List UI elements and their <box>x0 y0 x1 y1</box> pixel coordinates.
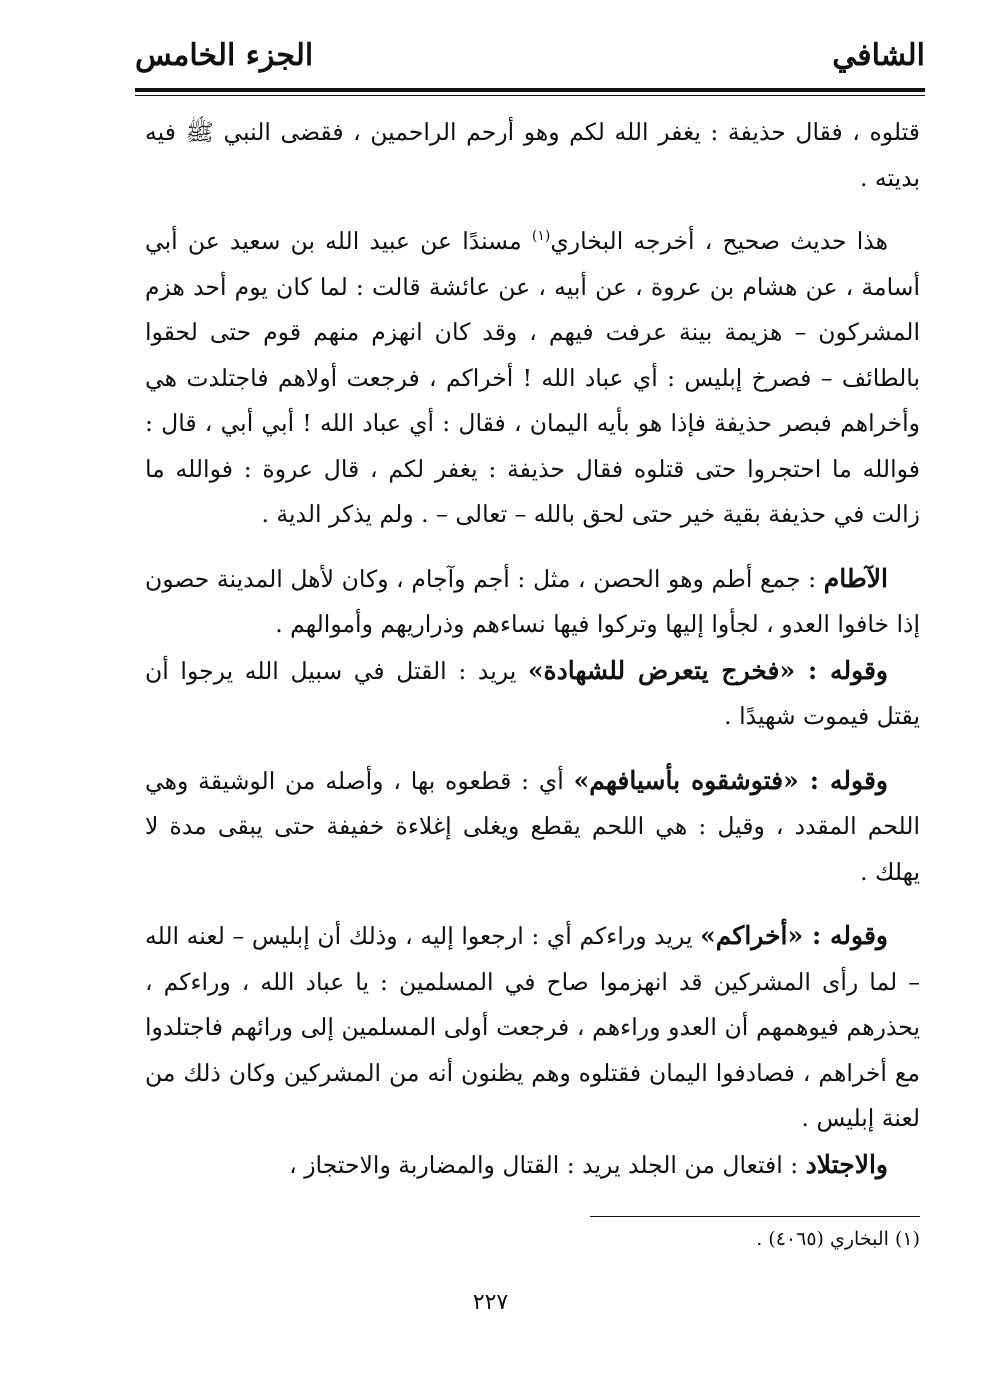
paragraph-text: أي : قطعوه بها ، وأصله من الوشيقة وهي اللحم المقدد ، وقيل : هي اللحم يقطع ويغلى إغلاءة خفيفة حتى يبقى مدة لا يهلك . <box>145 766 920 886</box>
paragraph-text: : جمع أطم وهو الحصن ، مثل : أجم وآجام ، وكان لأهل المدينة حصون إذا خافوا العدو ، لجأوا إليها وتركوا فيها نساءهم وذراريهم وأموالهم . <box>145 564 920 638</box>
paragraph-text: هذا حديث صحيح ، أخرجه البخاري <box>550 227 888 255</box>
main-text <box>145 110 920 1188</box>
paragraph-3 <box>145 556 920 648</box>
term-heading: وقوله : «أخراكم» <box>700 921 888 950</box>
header-rule-thin <box>135 95 925 96</box>
term-heading: وقوله : «فخرج يتعرض للشهادة» <box>527 655 889 685</box>
paragraph-7 <box>145 1142 920 1189</box>
paragraph-text: يريد : القتل في سبيل الله يرجوا أن يقتل فيموت شهيدًا . <box>145 656 920 730</box>
page-number: ٢٢٧ <box>472 1290 509 1315</box>
paragraph-text: يريد وراءكم أي : ارجعوا إليه ، وذلك أن إبليس – لعنه الله – لما رأى المشركين قد انهزموا صاح في المسلمين : يا عباد الله ، وراءكم ، يحذرهم فيوهمهم أن العدو وراءهم ، فرجعت أولى المسلمين إلى ورائهم فاجتلدوا مع أخراهم ، فصادفوا اليمان فقتلوه وهم يظنون أنه من المشركين وكان ذلك من لعنة إبليس . <box>145 922 920 1132</box>
term-heading: الآطام <box>823 563 888 593</box>
footnote-separator <box>590 1216 920 1217</box>
header-rule-thick <box>135 88 925 92</box>
footnote: (١) البخاري (٤٠٦٥) . <box>756 1228 920 1250</box>
paragraph-2 <box>145 219 920 538</box>
footnote-reference[interactable]: (١) <box>531 228 551 245</box>
paragraph-6 <box>145 913 920 1142</box>
paragraph-text: قتلوه ، فقال حذيفة : يغفر الله لكم وهو أرحم الراحمين ، فقضى النبي ﷺ فيه بديته . <box>145 118 920 192</box>
paragraph-text: مسندًا عن عبيد الله بن سعيد عن أبي أسامة ، عن هشام بن عروة ، عن أبيه ، عن عائشة قالت : لما كان يوم أحد هزم المشركون – هزيمة بينة عرفت فيهم ، وقد كان انهزم منهم قوم حتى لحقوا بالطائف – فصرخ إبليس : أي عباد الله ! أخراكم ، فرجعت أولاهم فاجتلدت هي وأخراهم فبصر حذيفة فإذا هو بأيه اليمان ، فقال : أي عباد الله ! أبي أبي ، قال : فوالله ما احتجروا حتى قتلوه فقال حذيفة : يغفر لكم ، قال عروة : فوالله ما زالت في حذيفة بقية خير حتى لحق بالله – تعالى – . ولم يذكر الدية . <box>145 227 920 528</box>
book-title: الشافي <box>832 38 925 73</box>
paragraph-1 <box>145 110 920 201</box>
page-header <box>135 30 925 90</box>
volume-label: الجزء الخامس <box>135 38 314 73</box>
term-heading: وقوله : «فتوشقوه بأسيافهم» <box>573 765 888 795</box>
paragraph-5 <box>145 758 920 896</box>
paragraph-text: : افتعال من الجلد يريد : القتال والمضاربة والاحتجاز ، <box>289 1150 806 1179</box>
term-heading: والاجتلاد <box>805 1149 888 1179</box>
paragraph-4 <box>145 648 920 740</box>
